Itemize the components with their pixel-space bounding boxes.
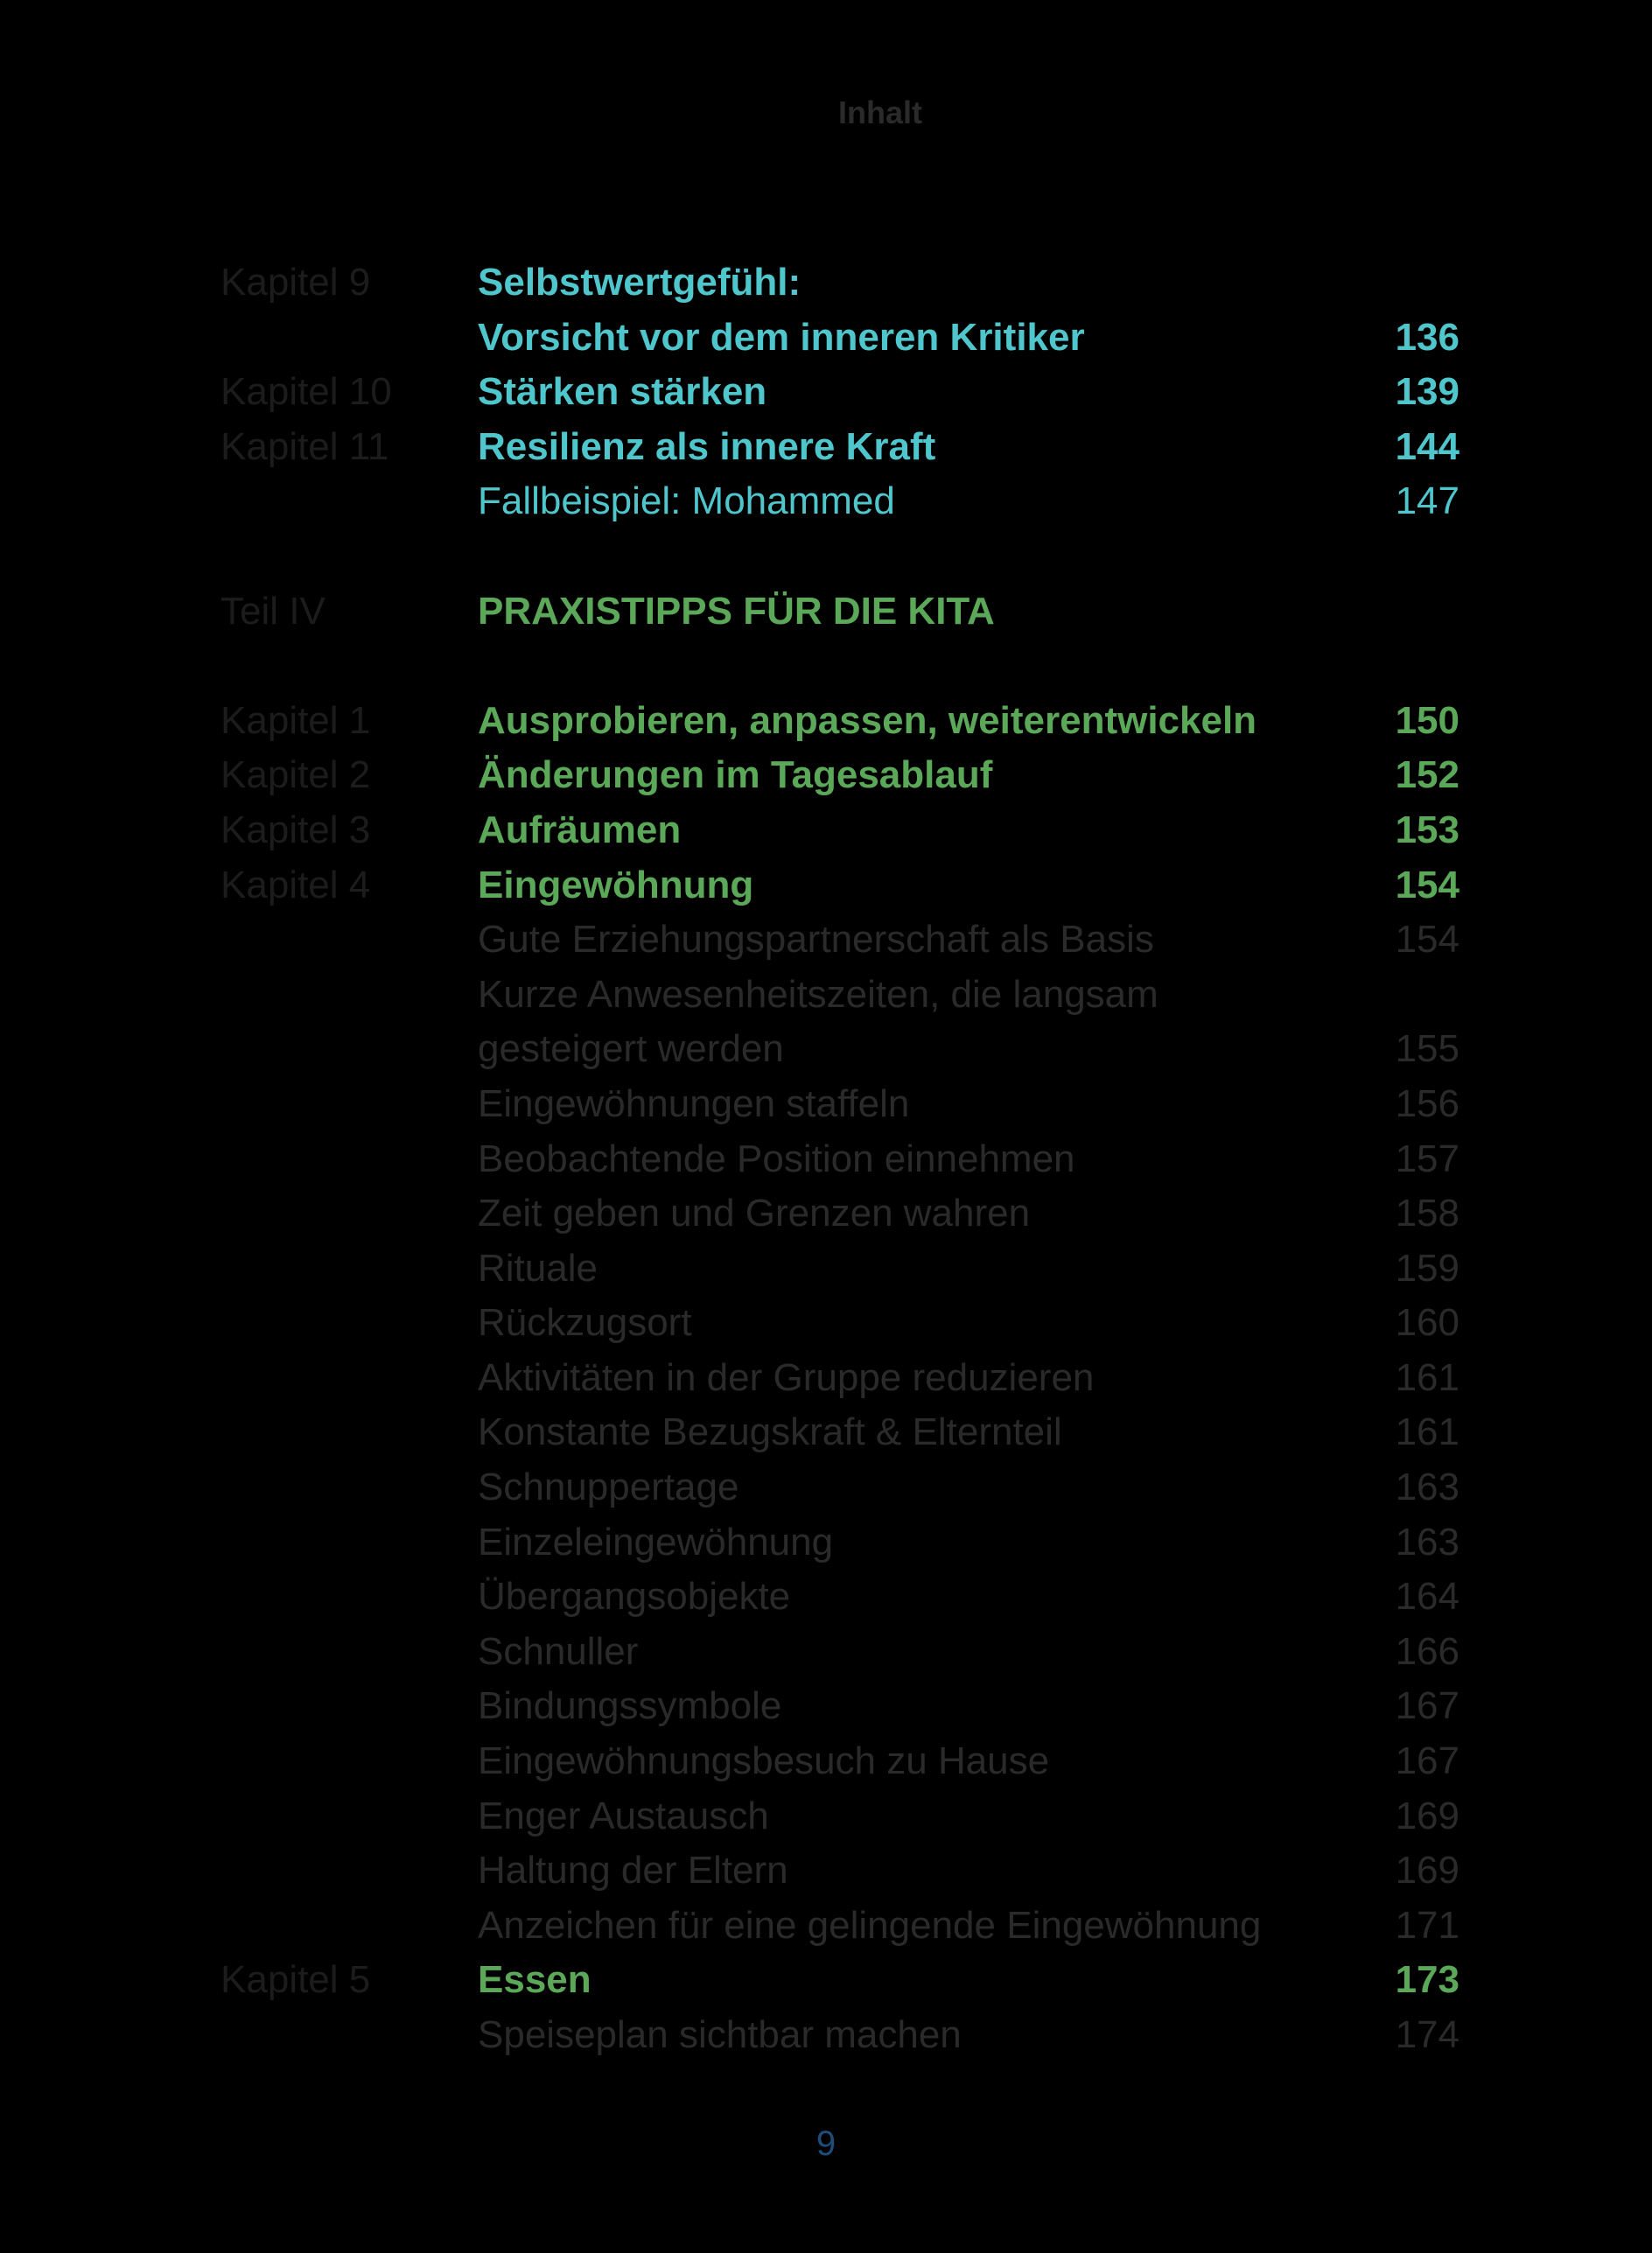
toc-entry-page: 173	[1395, 1958, 1460, 2002]
toc-entry-label: Kapitel 3	[220, 808, 371, 851]
toc-entry-page: 156	[1395, 1081, 1460, 1125]
toc-entry-page: 154	[1395, 918, 1460, 962]
toc-entry-title: Bindungssymbole	[478, 1684, 782, 1728]
toc-entry	[0, 584, 1652, 640]
toc-entry-title: Beobachtende Position einnehmen	[478, 1137, 1075, 1180]
toc-entry-page: 161	[1395, 1410, 1460, 1454]
toc-entry-page: 161	[1395, 1355, 1460, 1399]
toc-entry-page: 163	[1395, 1520, 1460, 1564]
toc-entry-title: Gute Erziehungspartnerschaft als Basis	[478, 918, 1154, 962]
toc-entry	[0, 1405, 1652, 1460]
toc-entry-title: Aufräumen	[478, 808, 682, 851]
toc-entry	[0, 1186, 1652, 1242]
toc-entry-page: 160	[1395, 1301, 1460, 1345]
toc-entry-title: Rückzugsort	[478, 1301, 692, 1345]
toc-entry-title: Ausprobieren, anpassen, weiterentwickeln	[478, 698, 1257, 742]
toc-entry	[0, 1515, 1652, 1571]
toc-entry	[0, 2008, 1652, 2063]
toc-entry-title: gesteigert werden	[478, 1027, 784, 1071]
toc-entry	[0, 1679, 1652, 1734]
toc-entry-title: Resilienz als innere Kraft	[478, 424, 936, 468]
toc-entry	[0, 1077, 1652, 1132]
toc-entry-page: 153	[1395, 808, 1460, 851]
toc-entry	[0, 255, 1652, 311]
toc-entry-label: Kapitel 11	[220, 424, 389, 468]
toc-entry-page: 152	[1395, 753, 1460, 797]
toc-entry-page: 167	[1395, 1739, 1460, 1783]
toc-entry	[0, 1899, 1652, 1954]
toc-spacer	[0, 529, 1652, 584]
toc-entry-page: 144	[1395, 424, 1460, 468]
page-number: 9	[816, 2124, 836, 2163]
toc-entry	[0, 311, 1652, 366]
toc-entry-page: 171	[1395, 1903, 1460, 1947]
toc-entry-title: Anzeichen für eine gelingende Eingewöhnung	[478, 1903, 1262, 1947]
toc-entry-label: Kapitel 4	[220, 863, 371, 906]
toc-entry-label: Kapitel 5	[220, 1958, 371, 2002]
toc-entry	[0, 1789, 1652, 1844]
toc-entry-label: Kapitel 2	[220, 753, 371, 797]
toc-entry-title: Eingewöhnungen staffeln	[478, 1081, 910, 1125]
toc-entry	[0, 858, 1652, 913]
toc-entry	[0, 1242, 1652, 1297]
toc-entry	[0, 1953, 1652, 2008]
toc-entry-title: Vorsicht vor dem inneren Kritiker	[478, 315, 1085, 359]
toc-entry-page: 155	[1395, 1027, 1460, 1071]
toc-entry-page: 154	[1395, 863, 1460, 906]
toc-entry-title: Eingewöhnung	[478, 863, 754, 906]
toc-entry-title: Rituale	[478, 1246, 598, 1290]
toc-entry	[0, 1022, 1652, 1077]
toc-entry-page: 166	[1395, 1629, 1460, 1673]
toc-entry-title: Aktivitäten in der Gruppe reduzieren	[478, 1355, 1095, 1399]
toc-entry-title: Stärken stärken	[478, 370, 767, 414]
toc-entry	[0, 1296, 1652, 1351]
running-header: Inhalt	[838, 94, 922, 130]
toc-entry-title: Schnuller	[478, 1629, 639, 1673]
toc-entry-page: 158	[1395, 1192, 1460, 1235]
toc-entry-title: Übergangsobjekte	[478, 1575, 791, 1619]
toc-entry-title: Einzeleingewöhnung	[478, 1520, 834, 1564]
toc-entry	[0, 1351, 1652, 1406]
toc-entry-page: 167	[1395, 1684, 1460, 1728]
toc-entry-page: 150	[1395, 698, 1460, 742]
toc-entry-title: Essen	[478, 1958, 592, 2002]
toc-entry-label: Teil IV	[220, 589, 326, 633]
toc-entry-label: Kapitel 10	[220, 370, 392, 414]
toc-entry	[0, 474, 1652, 529]
toc-entry	[0, 803, 1652, 858]
toc-entry-title: Haltung der Eltern	[478, 1849, 788, 1893]
toc-entry	[0, 1734, 1652, 1789]
toc-entry-label: Kapitel 1	[220, 698, 371, 742]
toc-entry-title: Konstante Bezugskraft & Elternteil	[478, 1410, 1062, 1454]
toc-entry	[0, 913, 1652, 968]
toc-entry-title: Schnuppertage	[478, 1466, 739, 1509]
toc-entry	[0, 1132, 1652, 1187]
toc-entry-page: 174	[1395, 2013, 1460, 2056]
toc-entry	[0, 365, 1652, 420]
toc-entry-title: Änderungen im Tagesablauf	[478, 753, 993, 797]
toc-entry-title: Fallbeispiel: Mohammed	[478, 479, 895, 523]
toc-entry-page: 159	[1395, 1246, 1460, 1290]
toc-entry-page: 169	[1395, 1849, 1460, 1893]
toc-entry-title: Kurze Anwesenheitszeiten, die langsam	[478, 972, 1158, 1016]
toc-entry	[0, 1570, 1652, 1625]
toc-entry-title: PRAXISTIPPS FÜR DIE KITA	[478, 589, 995, 633]
toc-entry	[0, 1844, 1652, 1899]
toc-entry-page: 139	[1395, 370, 1460, 414]
toc-entry-title: Eingewöhnungsbesuch zu Hause	[478, 1739, 1050, 1783]
toc-entry-page: 169	[1395, 1794, 1460, 1837]
toc-entry	[0, 968, 1652, 1023]
toc-entry	[0, 1460, 1652, 1515]
toc-entry	[0, 420, 1652, 475]
toc-entry	[0, 748, 1652, 803]
toc-spacer	[0, 639, 1652, 694]
toc-entry-title: Speiseplan sichtbar machen	[478, 2013, 962, 2056]
toc-entry-page: 164	[1395, 1575, 1460, 1619]
toc-entry-title: Enger Austausch	[478, 1794, 769, 1837]
toc-entry	[0, 1625, 1652, 1680]
toc-entry-title: Zeit geben und Grenzen wahren	[478, 1192, 1031, 1235]
toc-entry	[0, 694, 1652, 749]
toc-entry-page: 136	[1395, 315, 1460, 359]
toc-entry-label: Kapitel 9	[220, 261, 371, 304]
toc-entry-page: 163	[1395, 1466, 1460, 1509]
table-of-contents	[0, 255, 1652, 2063]
toc-entry-page: 157	[1395, 1137, 1460, 1180]
toc-entry-title: Selbstwertgefühl:	[478, 261, 802, 304]
toc-entry-page: 147	[1395, 479, 1460, 523]
